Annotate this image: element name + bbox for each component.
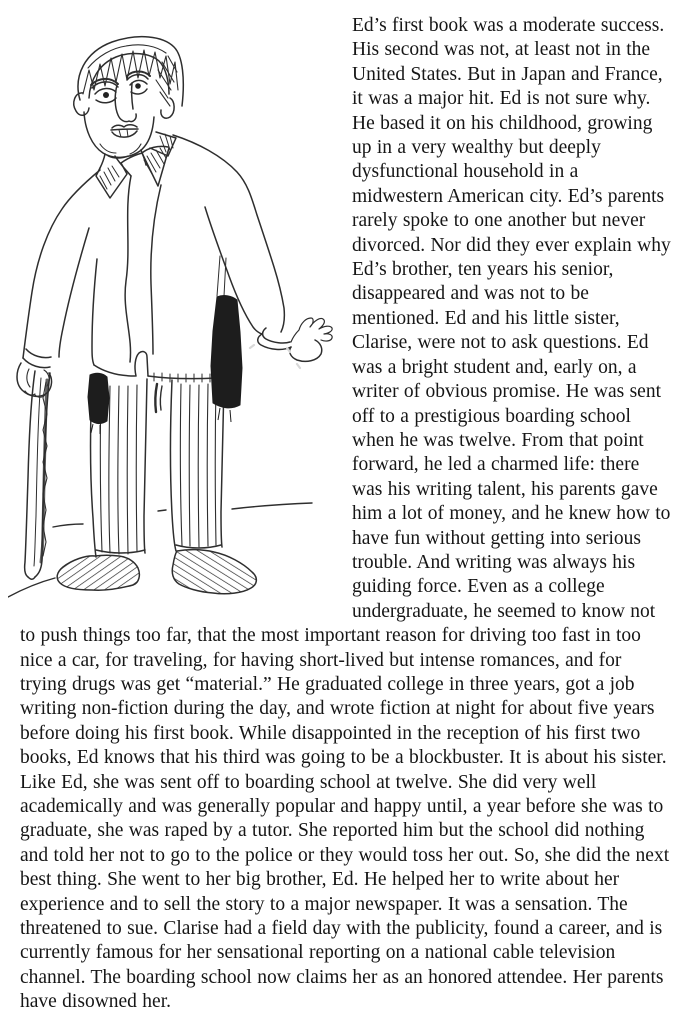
left-ear [74,93,89,115]
left-body-side [92,259,97,365]
shirt-placket [125,176,131,362]
right-collar [142,146,169,186]
left-shoe [57,555,139,590]
left-collar [96,163,127,198]
left-pupil [103,92,109,98]
right-hand-fingers [291,318,332,342]
jaw [84,112,154,157]
cane [25,371,35,577]
right-ear [161,98,174,118]
right-coat-patch [211,296,242,408]
left-arm-outer [23,170,100,358]
mouth [112,125,137,128]
right-leg-stripes [180,383,216,547]
right-shoe [172,550,256,594]
right-cuff [258,328,291,349]
ground-lines [8,503,312,597]
left-arm-inner [59,228,89,357]
right-hand-palm [290,340,322,361]
man-with-cane-sketch-illustration [8,16,344,616]
right-pupil [135,83,141,89]
left-coat-patch [88,373,109,423]
story-text: Ed’s first book was a moderate success. His second was not, at least not in the United States. But in Japan and France, it was a major hit. Ed is not sure why. He based it on his childhood, growing up in a very wealthy but deeply dysfunctional household in a midwestern American city. Ed’s parents rarely spoke to one another but never divorced. Nor did they ever explain why Ed’s brother, ten years his senior, disappeared and was not to be mentioned. Ed and his little sister, Clarise, were not to ask questions. Ed was a bright student and, early on, a writer of obvious promise. He was sent off to a prestigious boarding school when he was twelve. From that point forward, he led a charmed life: there was his writing talent, his parents gave him a lot of money, and he knew how to have fun without getting into serious trouble. And writing was always his guiding force. Even as a college undergraduate, he seemed to know not to push things too far, that the most important reason for driving too fast in too nice a car, for traveling, for having short-lived but intense romances, and for trying drugs was get “material.” He graduated college in three years, got a job writing non-fiction during the day, and wrote fiction at night for about five years before doing his first book. While disappointed in the reception of his first two books, Ed knows that his third was going to be a blockbuster. It is about his sister. Like Ed, she was sent off to boarding school at twelve. She did very well academically and was generally popular and happy until, a year before she was to graduate, she was raped by a tutor. She reported him but the school did nothing and told her not to go to the police or they would toss her out. So, she did the next best thing. She went to her big brother, Ed. He helped her to write about her experience and to sell the story to a major newspaper. It was a sensation. The threatened to sue. Clarise had a field day with the publicity, found a career, and is currently famous for her sensational reporting on a national cable television channel. The boarding school now claims her as an honored attendee. Her parents have disowned her. [20,15,671,1013]
